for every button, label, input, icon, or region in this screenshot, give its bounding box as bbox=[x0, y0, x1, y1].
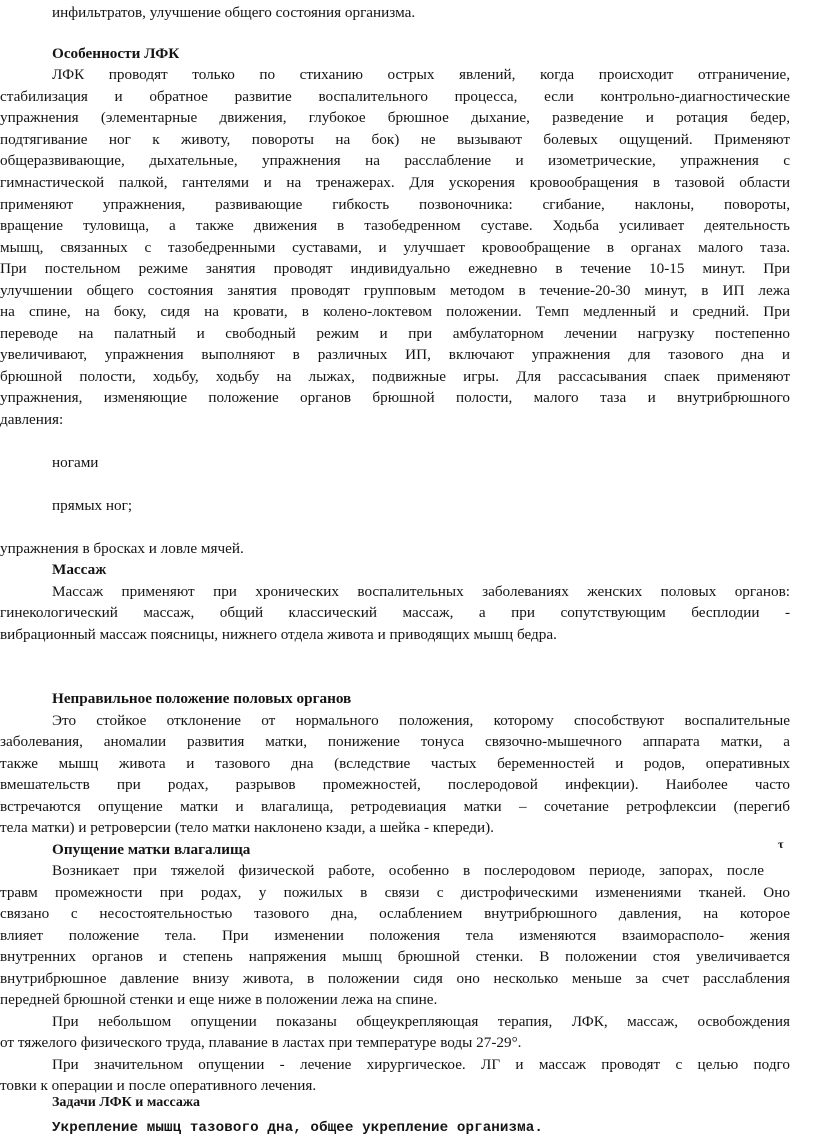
text-line: вибрационный массаж поясницы, нижнего отдела живота и приводящих мышц бедра. bbox=[0, 626, 557, 643]
text-line: общеразвивающие, дыхательные, упражнения на расслабление и изометрические, упражнения с bbox=[0, 152, 790, 169]
text-line: стабилизация и обратное развитие воспалительного процесса, если контрольно-диагностические bbox=[0, 88, 790, 105]
section-heading: Особенности ЛФК bbox=[52, 45, 180, 62]
text-line: товки к операции и после оперативного лечения. bbox=[0, 1077, 317, 1094]
text-line: ЛФК проводят только по стиханию острых явлений, когда происходит отграничение, bbox=[52, 66, 790, 83]
text-line: вращение туловища, а также движения в тазобедренном суставе. Ходьба усиливает деятельность bbox=[0, 217, 790, 234]
text-line: применяют упражнения, развивающие гибкость позвоночника: сгибание, наклоны, повороты, bbox=[0, 196, 790, 213]
section-heading: Задачи ЛФК и массажа bbox=[52, 1095, 201, 1110]
section-heading: Неправильное положение половых органов bbox=[52, 690, 352, 707]
text-line: травм промежности при родах, у пожилых в связи с дистрофическими изменениями тканей. Оно bbox=[0, 884, 790, 901]
text-line: увеличивают, упражнения выполняют в различных ИП, включают упражнения для тазового дна и bbox=[0, 346, 790, 363]
text-line: Это стойкое отклонение от нормального положения, которому способствуют воспалительные bbox=[52, 712, 790, 729]
text-line: Возникает при тяжелой физической работе, особенно в послеродовом периоде, запорах, после bbox=[52, 862, 764, 879]
text-line: При значительном опущении - лечение хирургическое. ЛГ и массаж проводят с целью подго bbox=[52, 1056, 790, 1073]
text-line: вмешательств при родах, разрывов промежностей, послеродовой инфекции). Наиболее часто bbox=[0, 776, 790, 793]
text-line: передней брюшной стенки и еще ниже в положении лежа на спине. bbox=[0, 991, 438, 1008]
text-line: улучшении общего состояния занятия проводят групповым методом в течение-20-30 минут, в ИП лежа bbox=[0, 282, 790, 299]
text-line: на спине, на боку, сидя на кровати, в колено-локтевом положении. Темп медленный и средний. При bbox=[0, 303, 790, 320]
text-line: внутрибрюшное давление внизу живота, в положении сидя оно несколько меньше за счет расслабления bbox=[0, 970, 790, 987]
list-item-continuation: упражнения в бросках и ловле мячей. bbox=[0, 540, 244, 557]
text-line: давления: bbox=[0, 411, 64, 428]
text-line: гинекологический массаж, общий классический массаж, а при сопутствующим бесплодии - bbox=[0, 604, 790, 621]
text-line: тела матки) и ретроверсии (тело матки наклонено кзади, а шейка - кпереди). bbox=[0, 819, 494, 836]
text-line: влияет положение тела. При изменении положения тела изменяются взаиморасполо- жения bbox=[0, 927, 790, 944]
text-line: упражнения, изменяющие положение органов брюшной полости, малого таза и внутрибрюшного bbox=[0, 389, 790, 406]
text-line: также мышц живота и тазового дна (вследствие частых беременностей и родов, оперативных bbox=[0, 755, 790, 772]
text-line: мышц, связанных с тазобедренными суставами, и улучшает кровообращение в органах малого таза. bbox=[0, 239, 790, 256]
text-line: упражнения (элементарные движения, глубокое брюшное дыхание, разведение и ротация бедер, bbox=[0, 109, 790, 126]
text-line: При постельном режиме занятия проводят индивидуально ежедневно в течение 10-15 минут. При bbox=[0, 260, 790, 277]
text-line: Укрепление мышц тазового дна, общее укрепление организма. bbox=[52, 1120, 543, 1136]
section-heading: Опущение матки влагалища bbox=[52, 841, 251, 858]
list-item-continuation: ногами bbox=[52, 454, 99, 471]
text-line: встречаются опущение матки и влагалища, ретродевиация матки – сочетание ретрофлексии (перегиб bbox=[0, 798, 790, 815]
text-line: заболевания, аномалии развития матки, понижение тонуса связочно-мышечного аппарата матки, а bbox=[0, 733, 790, 750]
list-item-continuation: прямых ног; bbox=[52, 497, 133, 514]
text-line: гимнастической палкой, гантелями и на тренажерах. Для ускорения кровообращения в тазовой области bbox=[0, 174, 790, 191]
text-line: переводе на палатный и свободный режим и при амбулаторном лечении нагрузку постепенно bbox=[0, 325, 790, 342]
margin-mark: τ bbox=[778, 837, 784, 851]
text-line: от тяжелого физического труда, плавание в ластах при температуре воды 27-29°. bbox=[0, 1034, 522, 1051]
text-line: связано с несостоятельностью тазового дна, ослаблением внутрибрюшного давления, на которое bbox=[0, 905, 790, 922]
text-line: Массаж применяют при хронических воспалительных заболеваниях женских половых органов: bbox=[52, 583, 790, 600]
text-line: подтягивание ног к животу, повороты на бок) не вызывают болевых ощущений. Применяют bbox=[0, 131, 790, 148]
text-line: При небольшом опущении показаны общеукрепляющая терапия, ЛФК, массаж, освобождения bbox=[52, 1013, 790, 1030]
text-line: внутренних органов и степень напряжения мышц брюшной стенки. В положении стоя увеличивается bbox=[0, 948, 790, 965]
text-line: инфильтратов, улучшение общего состояния организма. bbox=[52, 4, 416, 21]
text-line: брюшной полости, ходьбу, ходьбу на лыжах, подвижные игры. Для рассасывания спаек применяют bbox=[0, 368, 790, 385]
section-heading: Массаж bbox=[52, 561, 107, 578]
